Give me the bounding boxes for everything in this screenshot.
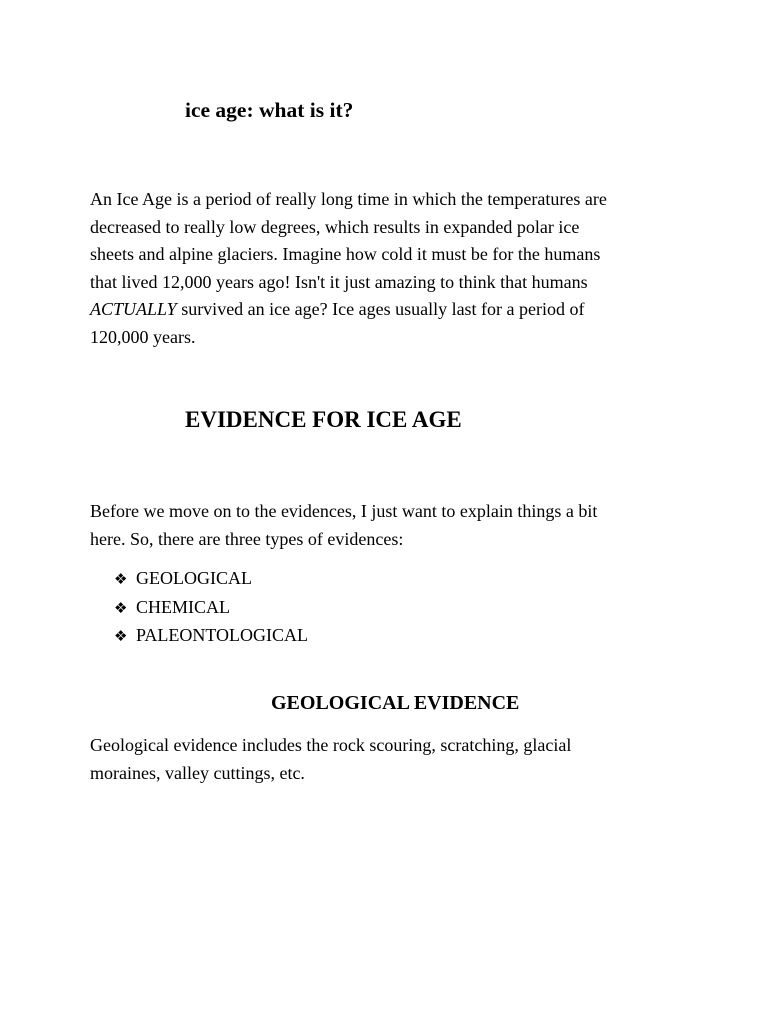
intro-line: sheets and alpine glaciers. Imagine how cold it must be for the humans — [90, 244, 601, 264]
list-item — [114, 622, 308, 651]
list-item-label: GEOLOGICAL — [136, 568, 252, 588]
diamond-bullet-icon: ❖ — [114, 627, 128, 645]
intro-line — [90, 296, 690, 324]
evidence-type-list — [114, 565, 308, 651]
subsection-heading: GEOLOGICAL EVIDENCE — [271, 692, 520, 714]
intro-line-rest: survived an ice age? Ice ages usually last for a period of — [176, 299, 585, 319]
emphasized-word: ACTUALLY — [90, 299, 177, 319]
intro-line: decreased to really low degrees, which results in expanded polar ice — [90, 216, 580, 237]
list-item — [114, 565, 308, 594]
list-item-label: PALEONTOLOGICAL — [136, 625, 309, 645]
diamond-bullet-icon: ❖ — [114, 570, 128, 588]
geological-line: Geological evidence includes the rock scouring, scratching, glacial — [90, 735, 572, 755]
evidence-intro-paragraph — [90, 498, 690, 553]
geological-line: moraines, valley cuttings, etc. — [90, 762, 305, 783]
list-item-label: CHEMICAL — [136, 596, 230, 617]
intro-line: 120,000 years. — [90, 326, 196, 347]
intro-line: that lived 12,000 years ago! Isn't it just amazing to think that humans — [90, 271, 588, 292]
intro-line: An Ice Age is a period of really long time in which the temperatures are — [90, 189, 607, 209]
list-item — [114, 594, 308, 623]
section-heading: EVIDENCE FOR ICE AGE — [185, 407, 462, 432]
evidence-intro-line: here. So, there are three types of evidences: — [90, 528, 404, 549]
geological-paragraph — [90, 732, 690, 787]
intro-paragraph — [90, 186, 690, 351]
page-title: ice age: what is it? — [185, 98, 354, 122]
evidence-intro-line: Before we move on to the evidences, I just want to explain things a bit — [90, 501, 598, 521]
diamond-bullet-icon: ❖ — [114, 598, 128, 617]
